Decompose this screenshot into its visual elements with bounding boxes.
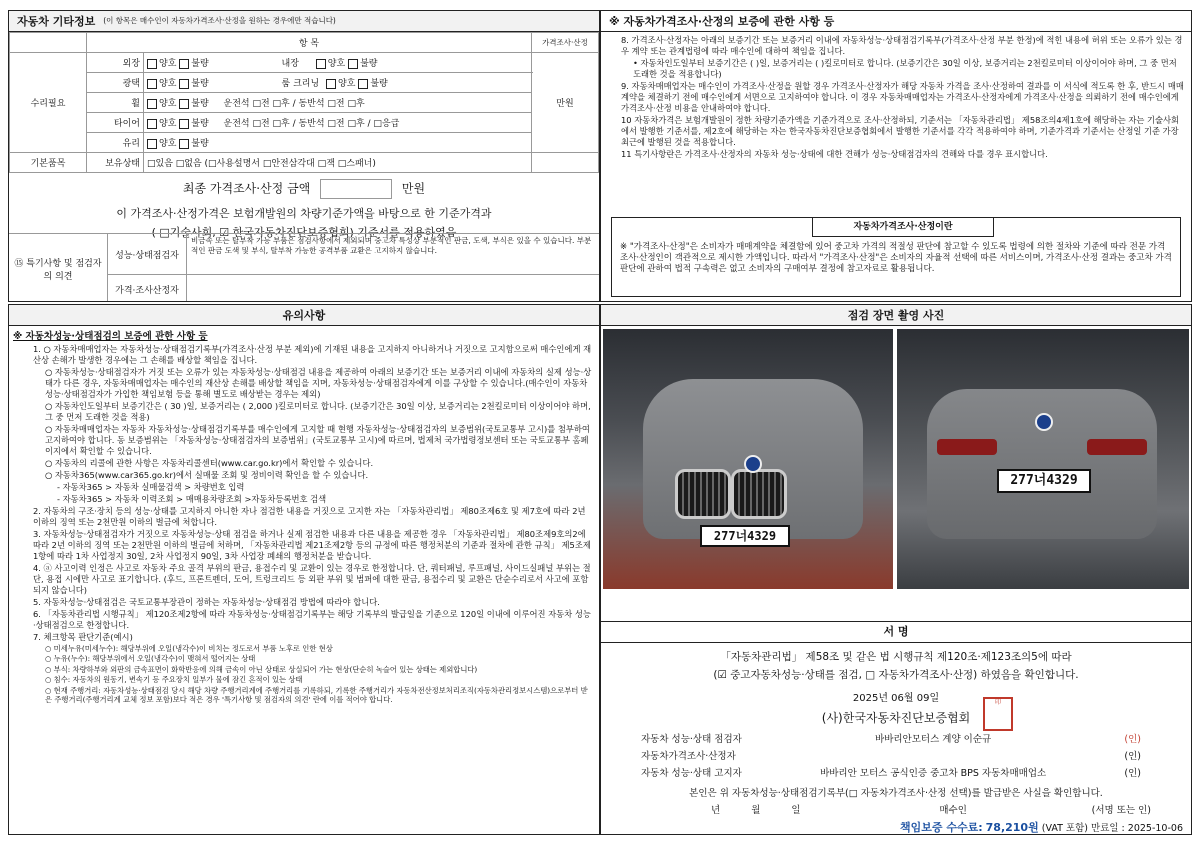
list-item: ○ 현재 주행거리: 자동차성능·상태점검 당시 해당 차량 주행거리계에 주행거리를 기록하되, 기록한 주행거리가 자동차전산정보처리조직(자동차관리정보시스템)으로부터 받은 주행거리(주행거리계 교체 정보 포함)보다 적은 경우 '특기사항 및 점검자의 의견' 란에 이를 적어야 합니다. [45,685,588,705]
section-title: 자동차 기타정보 [17,15,96,28]
buyer-confirmation: 본인은 위 자동차성능·상태점검기록부(□ 자동차가격조사·산정 선택)를 발급받은 사실을 확인합니다. [689,788,1103,799]
role-label: 자동차가격조사·산정자 [641,751,736,762]
opt-label: 양호 [159,119,177,129]
list-item: ○ 자동차365(www.car365.go.kr)에서 실매물 조회 및 정비이력 확인을 할 수 있습니다. [45,470,369,480]
section-title: 점검 장면 촬영 사진 [847,309,945,322]
rear-license-plate: 277너4329 [997,469,1091,493]
role-name: 바바리안 모터스 공식인증 중고차 BPS 자동차매매업소 [820,768,1047,779]
role-row [641,731,1141,748]
front-car-photo [603,329,893,589]
criteria-list [9,644,599,704]
price-note-1: 이 가격조사·산정가격은 보험개발원의 차량기준가액을 바탕으로 한 기준가격과 [116,207,492,220]
perf-inspector-label: 성능·상태점검자 [108,234,187,274]
special-notes-block [9,233,599,302]
roles-block [641,731,1141,782]
grille-right [731,469,787,519]
opt-label: 양호 [338,79,356,89]
price-note-2: ( □기술사회, ☑ 한국자동차진단보증협회) 기준서를 적용하였음 [151,226,457,239]
final-price-input[interactable] [320,179,392,199]
final-price-row [9,179,599,199]
list-item: 8. 가격조사·산정자는 아래의 보증기간 또는 보증거리 이내에 자동차성능·상태점검기록부(가격조사·산정 부분 한정)에 적힌 내용에 허위 또는 오류가 있는 경우 계약 또는 관계법령에 따라 매수인에 대하여 책임을 집니다. [621,35,1183,56]
row-label: 유리 [87,133,144,153]
price-assessor-opinion[interactable] [187,275,599,302]
bad-checkbox[interactable] [348,59,358,69]
items-header: 항 목 [87,33,532,53]
definition-box [611,217,1181,297]
tail-light-right [1087,439,1147,455]
role-seal: (인) [1124,768,1141,779]
wheel-position-options: 운전석 □전 □후 / 동반석 □전 □후 [223,99,365,109]
repair-needed-label: 수리필요 [10,53,87,153]
role-row [641,748,1141,765]
list-item: ○ 자동차매매업자는 자동차 자동차성능·상태점검기록부를 매수인에게 고지할 때 현행 자동차성능·상태점검자의 보증범위(국토교통부 고시)를 첨부하여 고지하여야 합니다. 동 보증범위는 「자동차성능·상태점검자의 보증범위」(국토교통부 고시)에 따르며, 법제처 국가법령정보센터 또는 국토교통부 홈페이지에서 확인할 수 있습니다. [45,424,590,456]
section-header [601,11,1191,32]
list-item: 2. 자동차의 구조·장치 등의 성능·상태를 고지하지 아니한 자나 점검한 내용을 거짓으로 고지한 자는 「자동차관리법」 제80조제6호 및 제7호에 따라 2년 이하의 징역 또는 2천만원 이하의 벌금에 처합니다. [33,506,586,527]
list-item: 10 자동차가격은 보험개발원이 정한 차량기준가액을 기준가격으로 조사·산정하되, 기준서는 「자동차관리법」 제58조의4제1호에 해당하는 자는 기술사회에서 발행한 기준서를, 제2호에 해당하는 자는 한국자동차진단보증협회에서 발행한 기준서를 각각 적용하여야 하며, 기준가격과 기준서는 산정일 기준 가장 최근에 발행된 것을 적용합니다. [621,115,1180,147]
list-item: ○ 자동차인도일부터 보증기간은 ( 30 )일, 보증거리는 ( 2,000 )킬로미터로 합니다. (보증기간은 30일 이상, 보증거리는 2천킬로미터 이상이어야 하며, 그 중 먼저 도래한 것을 적용) [45,401,591,422]
special-notes-label: ⑮ 특기사항 및 점검자의 의견 [9,234,108,302]
fee-label: 책임보증 수수료: [899,821,983,834]
buyer-label: 매수인 [939,805,967,816]
fee-row [900,819,1183,835]
perf-inspector-opinion: 비금속 또는 탈부착 가능 부품은 점검사항에서 제외되며 중고차 특성상 부분적인 판금, 도색, 부식은 있을 수 있습니다. 부분적인 판금 도색 및 부식, 탈부착 가능한 공격부품 교환은 고지하지 않습니다. [191,236,592,255]
good-checkbox[interactable] [316,59,326,69]
bad-checkbox[interactable] [179,59,189,69]
list-item: ○ 침수: 자동차의 원동기, 변속기 등 주요장치 일부가 물에 잠긴 흔적이 있는 상태 [45,675,303,685]
opt-label: 불량 [191,119,209,129]
section-subtitle: (이 항목은 매수인이 자동차가격조사·산정을 원하는 경우에만 적습니다) [103,16,336,26]
opt-label: 불량 [370,79,388,89]
bad-checkbox[interactable] [358,79,368,89]
row-label: 광택 [87,73,144,93]
row-label: 타이어 [87,113,144,133]
buyer-date: 년 월 일 [711,805,815,816]
vehicle-other-info-section [8,10,600,302]
buyer-sign-row [711,802,1151,816]
list-item: ○ 누유(누수): 해당부위에서 오일(냉각수)이 맺혀서 떨어지는 상태 [45,654,256,664]
list-item: 4. ⓐ 사고이력 인정은 사고로 자동차 주요 골격 부위의 판금, 용접수리 및 교환이 있는 경우로 한정합니다. 단, 쿼터패널, 루프패널, 사이드실패널 부위는 절단, 용접 시에만 사고로 표기합니다. (후드, 프론트펜더, 도어, 트렁크리드 등 외판 부위 및 범퍼에 대한 판금, 용접수리 및 교환은 단순수리로서 사고에 포함되지 않습니다) [33,563,591,595]
opt-label: 양호 [327,59,346,69]
buyer-sign[interactable]: (서명 또는 인) [1091,805,1151,816]
opt-label: 양호 [159,99,177,109]
price-unit: 만원 [532,53,599,153]
list-item: 11 특기사항란은 가격조사·산정자의 자동차 성능·상태에 대한 견해가 성능·상태점검자의 견해와 다를 경우 표시합니다. [621,149,1048,159]
price-header: 가격조사·산정 [532,33,599,53]
opt-label: 불량 [360,59,378,69]
tail-light-left [937,439,997,455]
photo-and-signature-section [600,304,1192,835]
signature-header: 서 명 [601,621,1191,643]
organization-name: (사)한국자동차진단보증협회 [821,711,971,725]
fee-value: 78,210원 [985,821,1039,834]
bad-checkbox[interactable] [179,119,189,129]
row-label: 휠 [87,93,144,113]
opt-label: 양호 [159,139,177,149]
role-seal: (인) [1124,734,1141,745]
role-row [641,765,1141,782]
options-table [9,32,599,173]
good-checkbox[interactable] [147,139,157,149]
price-guarantee-section [600,10,1192,302]
front-license-plate: 277너4329 [700,525,790,547]
list-item: ○ 부식: 차량하부와 외판의 금속표면이 화학반응에 의해 금속이 아닌 상태로 상실되어 가는 현상(단순히 녹슬어 있는 상태는 제외합니다) [45,664,478,674]
opt-label: 불량 [191,139,209,149]
list-item: ○ 미세누유(미세누수): 해당부위에 오일(냉각수)이 비치는 정도로서 부품 노후로 인한 현상 [45,644,333,653]
final-price-unit: 만원 [401,181,426,196]
list-item: 5. 자동차성능·상태점검은 국토교통부장관이 정하는 자동차성능·상태점검 방법에 따라야 합니다. [33,597,380,607]
role-name: 바바리안모터스 계양 이순규 [875,734,992,745]
section-title: ※ 자동차가격조사·산정의 보증에 관한 사항 등 [609,15,835,28]
role-seal: (인) [1124,751,1141,762]
opt-label: 불량 [191,99,209,109]
role-label: 자동차 성능·상태 점검자 [641,734,742,745]
brand-emblem-icon [744,455,762,473]
good-checkbox[interactable] [147,119,157,129]
opt-label: 양호 [159,79,177,89]
fee-tail: (VAT 포함) 만료일 : 2025-10-06 [1041,823,1183,834]
section-header [601,305,1191,326]
basic-items-label: 기본품목 [10,153,87,173]
section-header [9,305,599,326]
list-item: • 자동차인도일부터 보증기간은 ( )일, 보증거리는 ( )킬로미터로 합니다. (보증기간은 30일 이상, 보증거리는 2천킬로미터 이상이어야 하며, 그 중 먼저 도래한 것을 적용합니다) [633,58,1177,79]
opt-label: 불량 [191,79,209,89]
sign-date: 2025년 06월 09일 [852,693,940,704]
rear-car-photo [897,329,1189,589]
list-item: 9. 자동차매매업자는 매수인이 가격조사·산정을 원할 경우 가격조사·산정자가 해당 자동차 가격을 조사·산정하여 결과를 이 서식에 적도록 한 후, 반드시 매매계약을 체결하기 전에 매수인에게 서면으로 고지하여야 합니다. 이 경우 자동차매매업자는 가격조사·산정자에게 가격조사·산정을 의뢰하기 전에 매수인에게 가격조사·산정 비용을 안내하여야 합니다. [621,81,1184,113]
notes-section [8,304,600,835]
list-item: ○ 자동차의 리콜에 관한 사항은 자동차리콜센터(www.car.go.kr)에서 확인할 수 있습니다. [45,458,374,468]
good-checkbox[interactable] [147,99,157,109]
row-label: 룸 크리닝 [281,79,320,89]
tire-position-options: 운전석 □전 □후 / 동반석 □전 □후 / □응급 [223,119,400,129]
good-checkbox[interactable] [147,79,157,89]
law-line-2: (☑ 중고자동차성능·상태를 점검, □ 자동차가격조사·산정) 하였음을 확인합니다. [713,669,1079,681]
notes-title: ※ 자동차성능·상태점검의 보증에 관한 사항 등 [13,331,208,342]
bad-checkbox[interactable] [179,79,189,89]
notes-list [9,344,599,643]
opt-label: 불량 [191,59,209,69]
role-label: 자동차 성능·상태 고지자 [641,768,742,779]
list-item: - 자동차365 > 자동차 이력조회 > 매매용차량조회 >자동차등록번호 검색 [57,494,327,504]
list-item: 3. 자동차성능·상태점검자가 거짓으로 자동차성능·상태 점검을 하거나 실제 점검한 내용과 다른 내용을 제공한 경우 「자동차관리법」 제80조제9호의2에 따라 2년 이하의 징역 또는 2천만원 이하의 벌금에 처하며, 「자동차관리법 제21조제2항 등의 규정에 따른 행정처분의 기준과 절차에 관한 규칙」 제5조제1항에 따라 1차 사업정지 30일, 2차 사업정지 90일, 3차 사업장 폐쇄의 행정처분을 받습니다. [33,529,591,561]
organization-seal-icon: 印 [983,697,1013,731]
good-checkbox[interactable] [326,79,336,89]
bad-checkbox[interactable] [179,99,189,109]
price-assessor-label: 가격·조사산정자 [108,275,187,302]
opt-label: 양호 [159,59,177,69]
bad-checkbox[interactable] [179,139,189,149]
definition-text: ※ "가격조사·산정"은 소비자가 매매계약을 체결함에 있어 중고차 가격의 적절성 판단에 참고할 수 있도록 법령에 의한 절차와 기준에 따라 전문 가격조사·산정인이 객관적으로 제시한 가액입니다. 따라서 "가격조사·산정"은 소비자의 자율적 선택에 따른 서비스이며, 가격조사·산정 결과는 중고차 가격판단에 관하여 법적 구속력은 없고 소비자의 구매여부 결정에 참고자료로 활용됩니다. [620,242,1172,274]
possession-label: 보유상태 [87,153,144,173]
row-label: 내장 [281,59,299,69]
definition-title: 자동차가격조사·산정이란 [812,217,994,237]
law-line-1: 「자동차관리법」 제58조 및 같은 법 시행규칙 제120조·제123조의5에 따라 [720,651,1072,663]
list-item: - 자동차365 > 자동차 실매물검색 > 차량번호 입력 [57,482,245,492]
section-header [9,11,599,32]
list-item: 7. 체크항목 판단기준(예시) [33,632,133,642]
list-item: ○ 자동차성능·상태점검자가 거짓 또는 오류가 있는 자동차성능·상태점검 내용을 제공하여 아래의 보증기간 또는 보증거리 이내에 자동차의 실제 성능·상태가 다른 경우, 자동차매매업자는 매수인의 재산상 손해를 배상할 책임을 지며, 자동차성능·상태점검자에게 이를 구상할 수 있습니다.(매수인이 자동차성능·상태점검자가 가입한 책임보험 등을 통해 별도로 배상받는 경우는 제외) [45,367,592,399]
list-item: 6. 「자동차관리법 시행규칙」 제120조제2항에 따라 자동차성능·상태점검기록부는 해당 기록부의 발급일을 기준으로 120일 이내에 이루어진 자동차 성능·상태점검으로 한정합니다. [33,609,591,630]
guarantee-list [601,35,1191,160]
row-label: 외장 [87,53,144,73]
list-item: 1. ○ 자동차매매업자는 자동차성능·상태점검기록부(가격조사·산정 부분 제외)에 기재된 내용을 고지하지 아니하거나 거짓으로 고지함으로써 매수인에게 재산상 손해가 발생한 경우에는 그 손해를 배상할 책임을 집니다. [33,344,592,365]
section-title: 유의사항 [282,309,326,322]
final-price-label: 최종 가격조사·산정 금액 [182,181,311,196]
car-body [927,389,1157,539]
possession-options[interactable]: □있음 □없음 (□사용설명서 □안전삼각대 □잭 □스패너) [144,153,532,173]
good-checkbox[interactable] [147,59,157,69]
brand-emblem-icon [1035,413,1053,431]
grille-left [675,469,731,519]
